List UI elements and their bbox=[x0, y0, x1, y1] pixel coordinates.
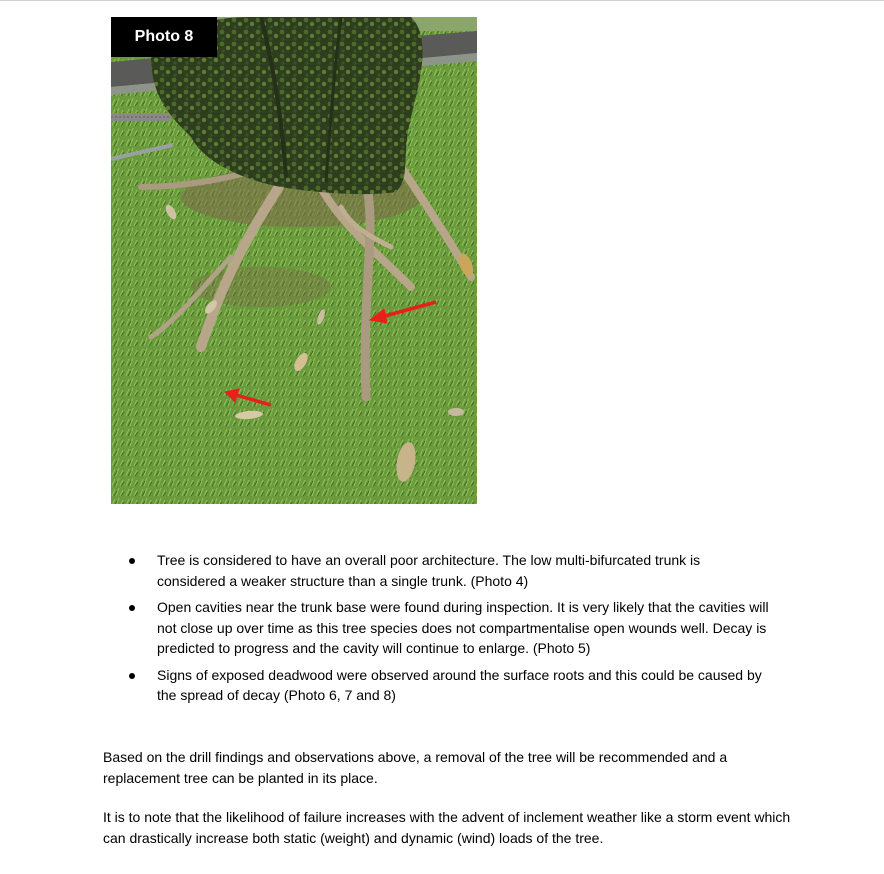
list-item-text: Tree is considered to have an overall poor architecture. The low multi-bifurcated trunk is considered a weaker structure than a single trunk. (Photo 4) bbox=[157, 552, 701, 589]
bullet-icon bbox=[129, 558, 135, 564]
list-item-text: Open cavities near the trunk base were found during inspection. It is very likely that the cavities will not close up over time as this tree species does not compartmentalise open wounds well. Decay is predicted to progress and the cavity will continue to enlarge. (Photo 5) bbox=[157, 599, 769, 656]
list-item bbox=[129, 665, 769, 706]
note-paragraph: It is to note that the likelihood of failure increases with the advent of inclement weather like a storm event which can drastically increase both static (weight) and dynamic (wind) loads of the tree. bbox=[103, 809, 791, 846]
list-item-text: Signs of exposed deadwood were observed around the surface roots and this could be caused by the spread of decay (Photo 6, 7 and 8) bbox=[157, 666, 762, 703]
findings-list bbox=[129, 550, 769, 712]
page-top-rule bbox=[0, 0, 884, 1]
recommendation-paragraph: Based on the drill findings and observations above, a removal of the tree will be recommended and a replacement tree can be planted in its place. bbox=[103, 749, 728, 786]
list-item bbox=[129, 597, 769, 659]
tree-base-photo bbox=[111, 17, 477, 504]
bullet-icon bbox=[129, 605, 135, 611]
list-item bbox=[129, 550, 769, 591]
photo-label: Photo 8 bbox=[111, 17, 217, 57]
bullet-icon bbox=[129, 673, 135, 679]
